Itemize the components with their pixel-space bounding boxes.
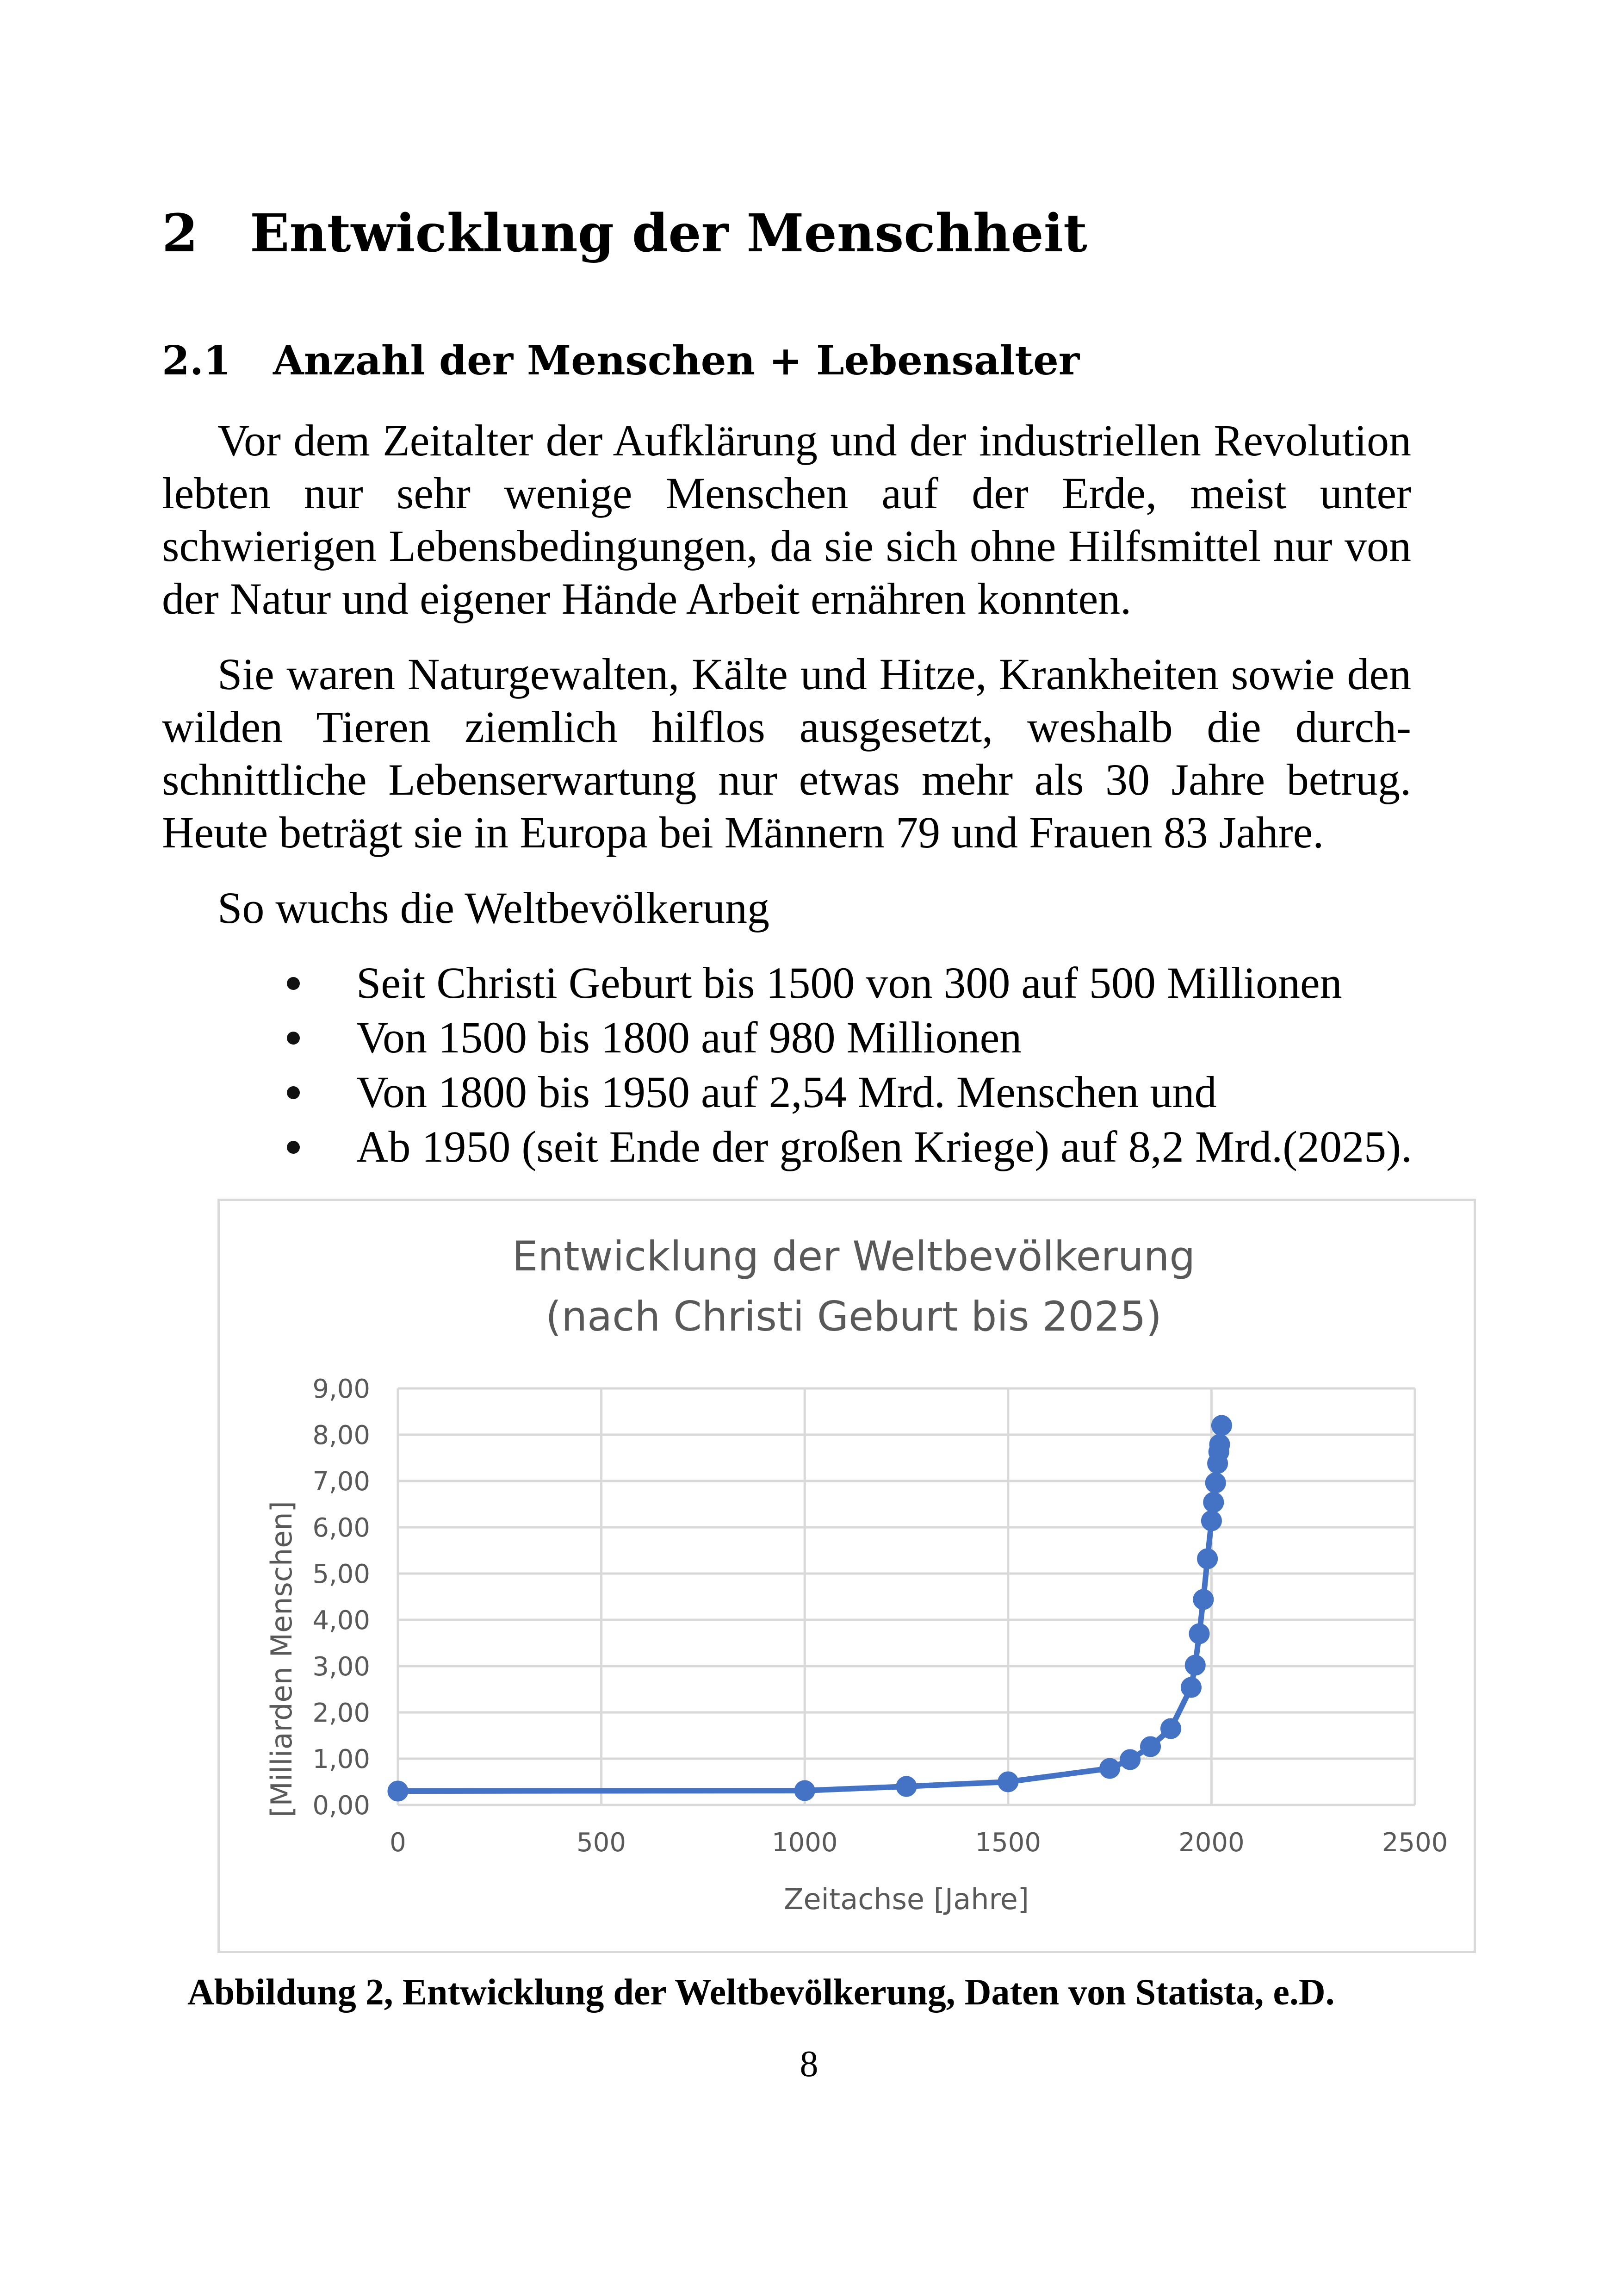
x-axis-label: Zeitachse [Jahre] <box>784 1882 1029 1916</box>
x-tick-label: 2500 <box>1382 1828 1448 1858</box>
data-point <box>1141 1737 1160 1756</box>
series-population <box>388 1416 1231 1801</box>
list-item-text: Von 1500 bis 1800 auf 980 Millionen <box>356 1013 1022 1062</box>
chart-title: Entwicklung der Weltbevölkerung <box>512 1232 1196 1280</box>
chapter-number: 2 <box>162 203 198 264</box>
x-tick-label: 2000 <box>1178 1828 1245 1858</box>
list-item <box>278 1120 1481 1174</box>
data-point <box>1210 1435 1229 1454</box>
data-point <box>1190 1624 1209 1643</box>
data-point <box>998 1772 1018 1792</box>
page-number: 8 <box>800 2044 818 2084</box>
data-point <box>388 1781 408 1801</box>
x-tick-label: 500 <box>577 1828 626 1858</box>
figure-caption: Abbildung 2, Entwicklung der Weltbevölkerung, Daten von Statista, e.D. <box>187 1972 1335 2013</box>
data-point <box>1185 1655 1205 1675</box>
chapter-heading <box>162 199 1457 268</box>
y-tick-label: 9,00 <box>312 1374 370 1404</box>
data-point <box>1202 1511 1221 1531</box>
list-item-text: Seit Christi Geburt bis 1500 von 300 auf 500 Millionen <box>356 958 1342 1008</box>
data-point <box>1212 1416 1231 1435</box>
bullet-icon <box>287 1086 300 1099</box>
data-point <box>1198 1549 1217 1568</box>
data-point <box>1204 1493 1223 1512</box>
data-point <box>795 1781 814 1800</box>
data-point <box>1206 1473 1225 1493</box>
data-point <box>1121 1750 1140 1769</box>
x-tick-label: 0 <box>390 1828 406 1858</box>
chart-subtitle: (nach Christi Geburt bis 2025) <box>546 1293 1162 1340</box>
y-tick-label: 7,00 <box>312 1467 370 1497</box>
x-tick-label: 1000 <box>771 1828 838 1858</box>
section-title: Anzahl der Menschen + Lebensalter <box>273 337 1080 384</box>
x-tick-label: 1500 <box>975 1828 1041 1858</box>
data-point <box>897 1777 916 1796</box>
y-tick-label: 3,00 <box>312 1652 370 1682</box>
section-heading <box>162 333 1457 389</box>
y-tick-label: 1,00 <box>312 1744 370 1774</box>
paragraph: Vor dem Zeitalter der Aufklärung und der industriellen Revolution lebten nur sehr wenige Menschen auf der Erde, meist unter schwierigen Lebensbedingungen, da sie sich ohne Hilfsmittel nur von der Natur und eigener Hände Arbeit ernähren konnten. <box>162 416 1411 623</box>
list-item <box>278 1065 1481 1120</box>
list-item <box>278 956 1481 1010</box>
grid <box>398 1388 1415 1805</box>
y-tick-label: 6,00 <box>312 1513 370 1543</box>
y-tick-label: 0,00 <box>312 1791 370 1821</box>
section-number: 2.1 <box>162 337 231 384</box>
y-tick-label: 4,00 <box>312 1605 370 1636</box>
bullet-icon <box>287 1141 300 1154</box>
paragraph: So wuchs die Weltbevölkerung <box>217 883 769 933</box>
bullet-icon <box>287 1032 300 1045</box>
data-point <box>1161 1719 1180 1738</box>
y-tick-label: 2,00 <box>312 1698 370 1728</box>
bullet-list <box>278 956 1481 1174</box>
population-chart <box>220 1201 1474 1951</box>
y-axis-label: [Milliarden Menschen] <box>265 1501 298 1817</box>
chart-frame <box>217 1199 1476 1953</box>
y-tick-label: 8,00 <box>312 1420 370 1450</box>
list-item-text: Ab 1950 (seit Ende der großen Kriege) auf 8,2 Mrd.(2025). <box>356 1122 1413 1171</box>
paragraph: Sie waren Naturgewalten, Kälte und Hitze, Krankheiten sowie den wilden Tieren ziemlich hilflos ausgesetzt, weshalb die durch-schnittliche Lebenserwartung nur etwas mehr als 30 Jahre betrug. Heute beträgt sie in Europa bei Männern 79 und Frauen 83 Jahre. <box>162 649 1411 857</box>
list-item-text: Von 1800 bis 1950 auf 2,54 Mrd. Menschen und <box>356 1067 1217 1117</box>
y-tick-labels <box>312 1374 370 1821</box>
bullet-icon <box>287 977 300 990</box>
y-tick-label: 5,00 <box>312 1559 370 1589</box>
data-point <box>1100 1759 1120 1778</box>
list-item <box>278 1010 1481 1065</box>
chapter-title: Entwicklung der Menschheit <box>250 203 1087 264</box>
x-tick-labels <box>390 1828 1448 1858</box>
data-point <box>1194 1590 1213 1609</box>
data-point <box>1181 1678 1201 1697</box>
